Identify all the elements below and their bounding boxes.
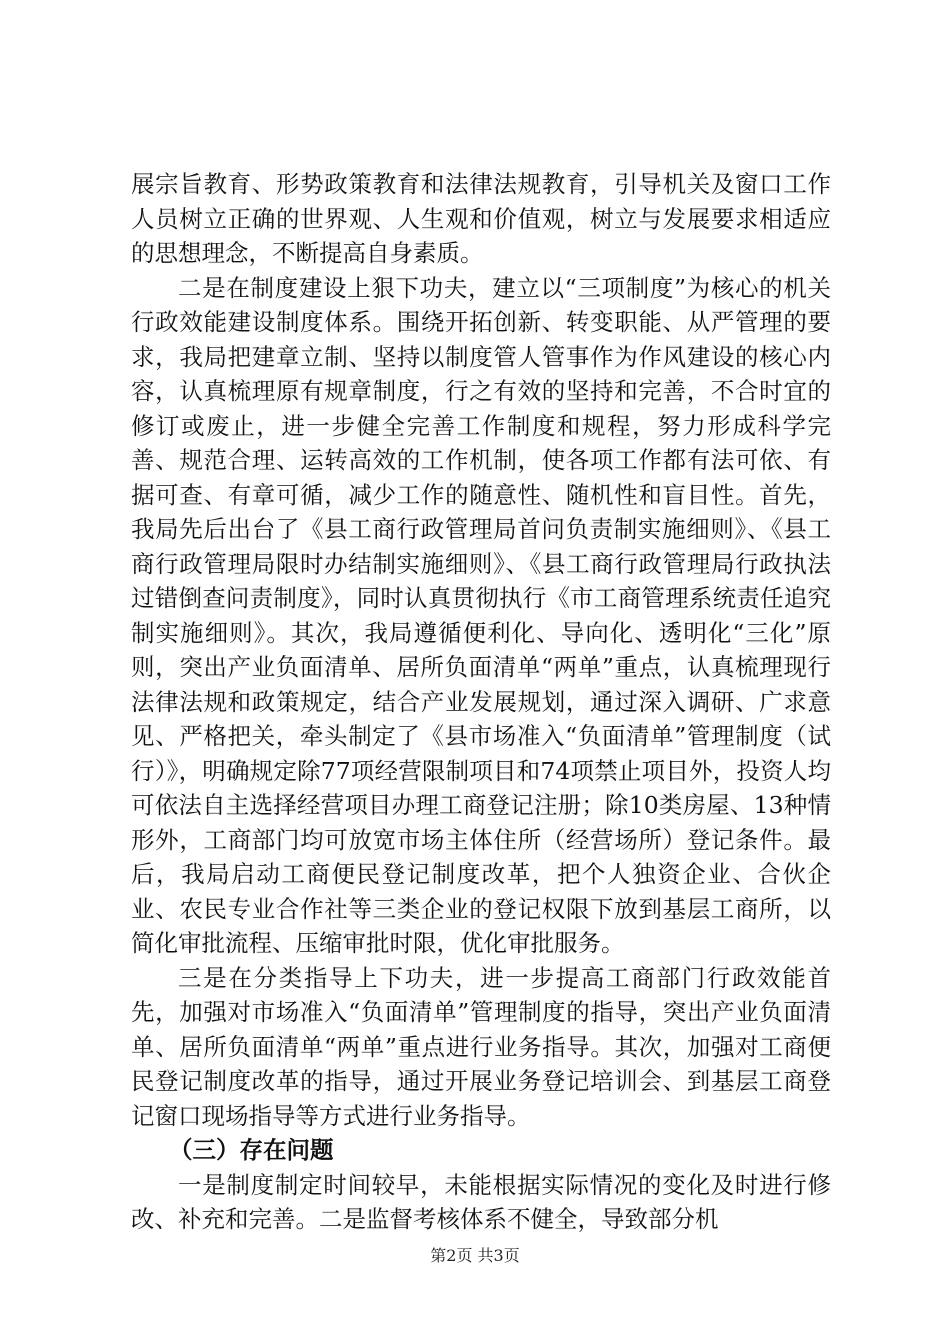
paragraph-system-building: 二是在制度建设上狠下功夫，建立以“三项制度”为核心的机关行政效能建设制度体系。围绕开拓创新、转变职能、从严管理的要求，我局把建章立制、坚持以制度管人管事作为作风建设的核心内容，认真梳理原有规章制度，行之有效的坚持和完善，不合时宜的修订或废止，进一步健全完善工作制度和规程，努力形成科学完善、规范合理、运转高效的工作机制，使各项工作都有法可依、有据可查、有章可循，减少工作的随意性、随机性和盲目性。首先，我局先后出台了《县工商行政管理局首问负责制实施细则》、《县工商行政管理局限时办结制实施细则》、《县工商行政管理局行政执法过错倒查问责制度》，同时认真贯彻执行《市工商管理系统责任追究制实施细则》。其次，我局遵循便利化、导向化、透明化“三化”原则，突出产业负面清单、居所负面清单“两单”重点，认真梳理现行法律法规和政策规定，结合产业发展规划，通过深入调研、广求意见、严格把关，牵头制定了《县市场准入“负面清单”管理制度（试行）》，明确规定除77项经营限制项目和74项禁止项目外，投资人均可依法自主选择经营项目办理工商登记注册；除10类房屋、13种情形外，工商部门均可放宽市场主体住所（经营场所）登记条件。最后，我局启动工商便民登记制度改革，把个人独资企业、合伙企业、农民专业合作社等三类企业的登记权限下放到基层工商所，以简化审批流程、压缩审批时限，优化审批服务。 [131,273,831,957]
document-body [131,167,831,1237]
paragraph-problems: 一是制度制定时间较早，未能根据实际情况的变化及时进行修改、补充和完善。二是监督考核体系不健全，导致部分机 [131,1170,831,1233]
page-number-footer: 第2页 共3页 [430,1246,520,1265]
paragraph-continuation: 展宗旨教育、形势政策教育和法律法规教育，引导机关及窗口工作人员树立正确的世界观、人生观和价值观，树立与发展要求相适应的思想理念，不断提高自身素质。 [131,170,831,267]
paragraph-classified-guidance: 三是在分类指导上下功夫，进一步提高工商部门行政效能首先，加强对市场准入“负面清单”管理制度的指导，突出产业负面清单、居所负面清单“两单”重点进行业务指导。其次，加强对工商便民登记制度改革的指导，通过开展业务登记培训会、到基层工商登记窗口现场指导等方式进行业务指导。 [131,963,831,1130]
section-heading-existing-problems: （三）存在问题 [169,1136,334,1164]
